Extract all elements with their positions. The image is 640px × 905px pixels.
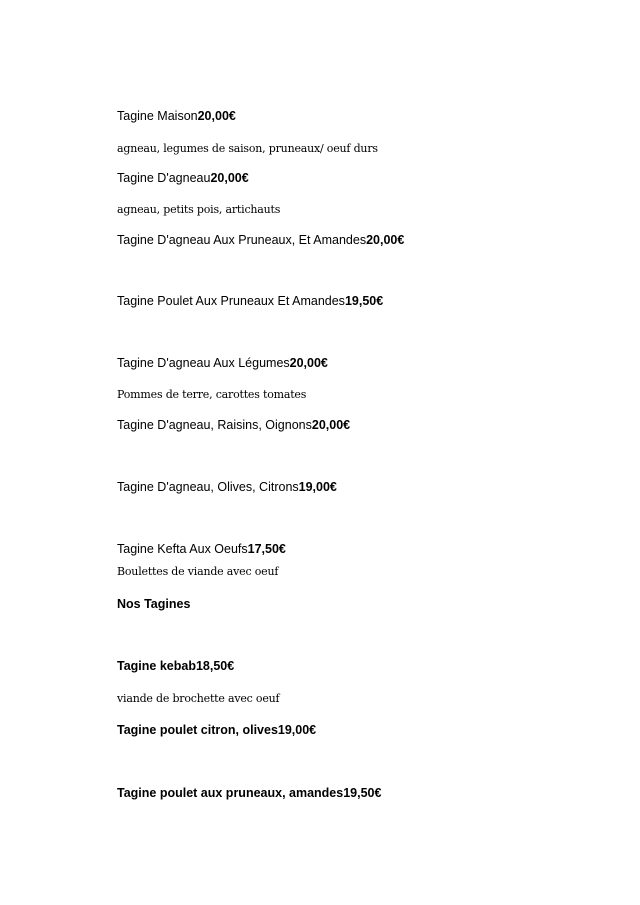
dish-tagine-maison xyxy=(117,108,236,124)
dish-price: 19,00€ xyxy=(298,480,337,494)
dish-name: Tagine poulet aux pruneaux, amandes xyxy=(117,786,344,800)
dish-price: 17,50€ xyxy=(247,542,286,556)
dish-tagine-kefta-oeufs xyxy=(117,541,286,557)
section-heading: Nos Tagines xyxy=(117,597,191,611)
dish-price: 20,00€ xyxy=(197,109,236,123)
dish-tagine-poulet-citron-olives xyxy=(117,722,316,738)
dish-price: 20,00€ xyxy=(210,171,249,185)
dish-description: viande de brochette avec oeuf xyxy=(117,692,280,705)
dish-description: Pommes de terre, carottes tomates xyxy=(117,388,307,401)
dish-price: 19,50€ xyxy=(344,294,384,308)
dish-price: 19,00€ xyxy=(277,723,317,737)
dish-name: Tagine Poulet Aux Pruneaux Et Amandes xyxy=(117,294,345,308)
dish-name: Tagine D'agneau, Raisins, Oignons xyxy=(117,418,312,432)
dish-tagine-poulet-pruneaux-amandes-bold xyxy=(117,785,381,801)
dish-price: 20,00€ xyxy=(289,356,328,370)
dish-description: agneau, legumes de saison, pruneaux/ oeuf durs xyxy=(117,142,378,155)
dish-name: Tagine D'agneau, Olives, Citrons xyxy=(117,480,299,494)
dish-name: Tagine kebab xyxy=(117,659,196,673)
dish-tagine-dagneau-raisins-oignons xyxy=(117,417,350,433)
dish-price: 18,50€ xyxy=(195,659,235,673)
dish-name: Tagine D'agneau xyxy=(117,171,211,185)
dish-tagine-dagneau xyxy=(117,170,249,186)
dish-name: Tagine poulet citron, olives xyxy=(117,723,278,737)
dish-price: 20,00€ xyxy=(366,233,405,247)
dish-name: Tagine Maison xyxy=(117,109,198,123)
dish-price: 19,50€ xyxy=(343,786,382,800)
dish-tagine-dagneau-olives-citrons xyxy=(117,479,337,495)
dish-name: Tagine D'agneau Aux Légumes xyxy=(117,356,290,370)
dish-description: Boulettes de viande avec oeuf xyxy=(117,565,279,578)
dish-tagine-dagneau-pruneaux-amandes xyxy=(117,232,404,248)
dish-tagine-dagneau-legumes xyxy=(117,355,328,371)
dish-tagine-poulet-pruneaux-amandes xyxy=(117,293,383,309)
dish-price: 20,00€ xyxy=(311,418,351,432)
dish-name: Tagine Kefta Aux Oeufs xyxy=(117,542,248,556)
dish-tagine-kebab xyxy=(117,658,234,674)
dish-name: Tagine D'agneau Aux Pruneaux, Et Amandes xyxy=(117,233,367,247)
dish-description: agneau, petits pois, artichauts xyxy=(117,203,281,216)
